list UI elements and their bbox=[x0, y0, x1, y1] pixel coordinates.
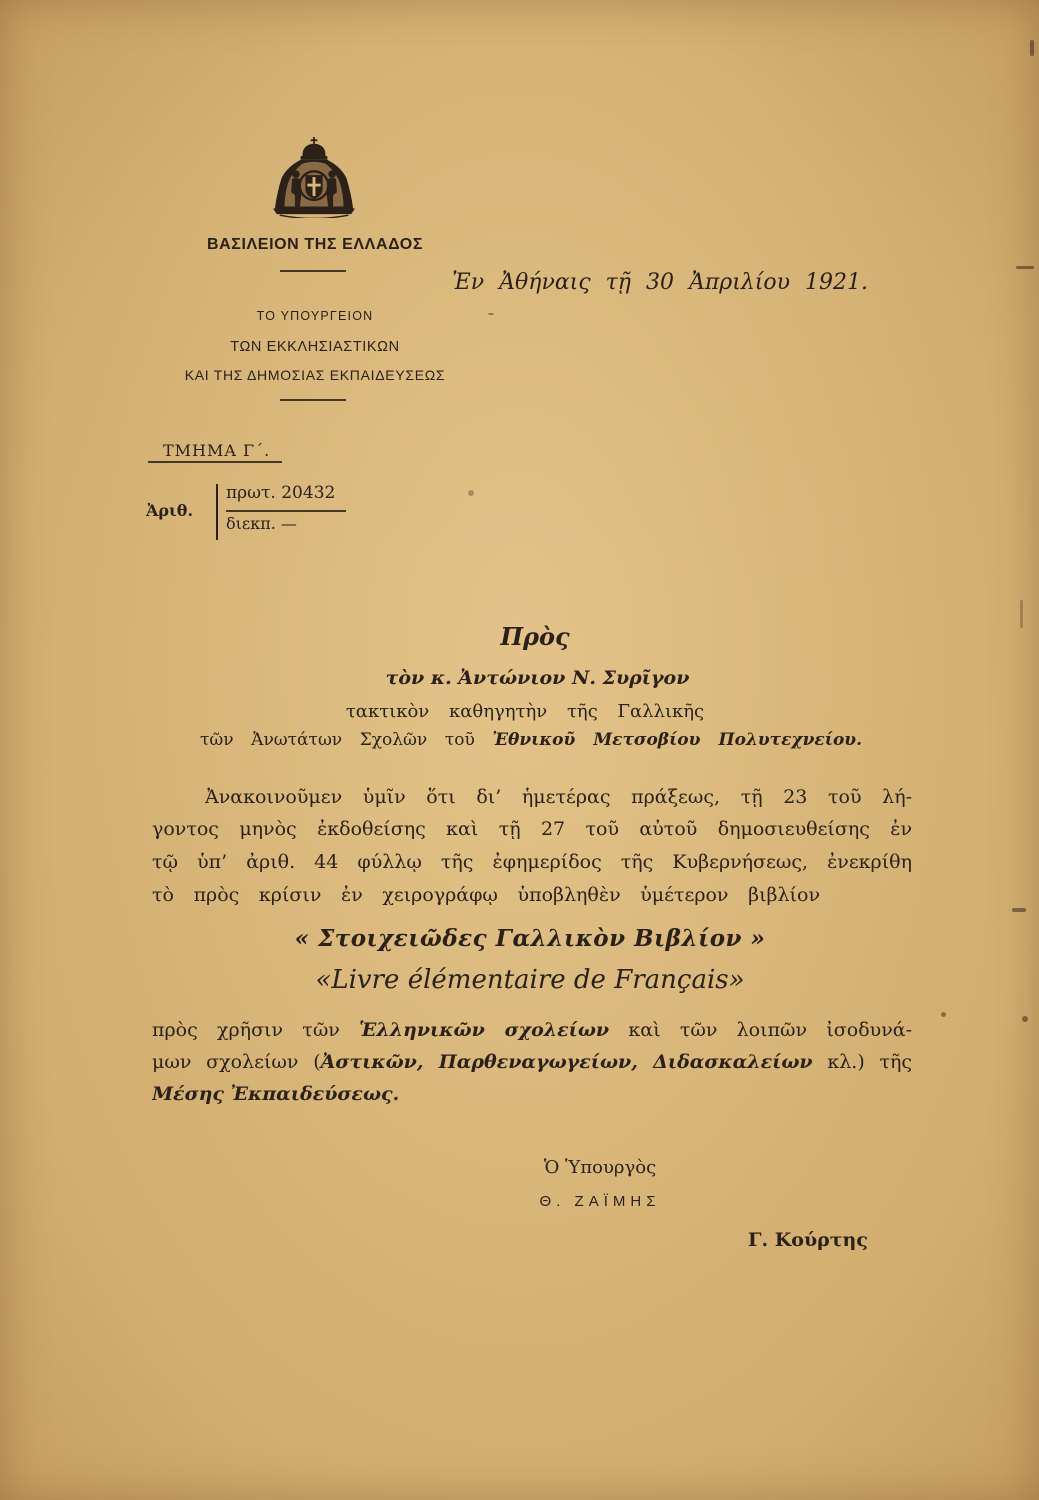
paper-speck bbox=[1020, 600, 1023, 628]
section-label: ΤΜΗΜΑ Γ΄. bbox=[163, 441, 271, 460]
paper-speck bbox=[1030, 40, 1034, 56]
body-line bbox=[152, 1015, 912, 1045]
institution-prefix: τῶν Ἀνωτάτων Σχολῶν τοῦ bbox=[200, 730, 475, 750]
header-rule bbox=[280, 270, 346, 272]
body-line bbox=[152, 1079, 552, 1109]
section-underline bbox=[148, 461, 282, 463]
body-text: κλ.) τῆς bbox=[812, 1051, 912, 1073]
book-title-greek: « Στοιχειῶδες Γαλλικὸν Βιβλίον » bbox=[294, 925, 766, 952]
coat-of-arms-icon bbox=[266, 136, 362, 218]
paper-speck bbox=[468, 490, 474, 496]
body-line: γοντος μηνὸς ἐκδοθείσης καὶ τῇ 27 τοῦ αὐτοῦ δημοσιευθείσης ἐν bbox=[152, 818, 912, 840]
paper-speck bbox=[1012, 908, 1026, 912]
dispatch-number: διεκπ. — bbox=[226, 514, 297, 533]
institution-name: Ἐθνικοῦ Μετσοβίου Πολυτεχνείου. bbox=[492, 730, 862, 750]
recipient-position: τακτικὸν καθηγητὴν τῆς Γαλλικῆς bbox=[345, 701, 705, 722]
signatory-title: Ὁ Ὑπουργὸς bbox=[543, 1157, 657, 1178]
body-emphasis: Μέσης Ἐκπαιδεύσεως. bbox=[152, 1083, 400, 1105]
body-line: τὸ πρὸς κρίσιν ἐν χειρογράφῳ ὑποβληθὲν ὑμέτερον βιβλίον bbox=[152, 884, 820, 906]
recipient-name: τὸν κ. Ἀντώνιον Ν. Συρῖγον bbox=[385, 667, 690, 689]
recipient-institution bbox=[200, 726, 862, 754]
paper-speck bbox=[488, 313, 494, 315]
body-emphasis: Ἑλληνικῶν σχολείων bbox=[359, 1019, 610, 1041]
body-emphasis: Ἀστικῶν, Παρθεναγωγείων, Διδασκαλείων bbox=[320, 1051, 813, 1073]
body-line: Ἀνακοινοῦμεν ὑμῖν ὅτι δι’ ἡμετέρας πράξεως, τῇ 23 τοῦ λή- bbox=[205, 786, 912, 808]
kingdom-heading: ΒΑΣΙΛΕΙΟΝ ΤΗΣ ΕΛΛΑΔΟΣ bbox=[206, 236, 424, 253]
paper-speck bbox=[941, 1012, 946, 1017]
body-text: πρὸς χρῆσιν τῶν bbox=[152, 1019, 360, 1041]
body-line: τῷ ὑπ’ ἀριθ. 44 φύλλῳ τῆς ἐφημερίδος τῆς Κυβερνήσεως, ἐνεκρίθη bbox=[152, 851, 912, 873]
salutation: Πρὸς bbox=[500, 622, 570, 651]
letter-date: Ἐν Ἀθήναις τῇ 30 Ἀπριλίου 1921. bbox=[452, 270, 869, 295]
body-text: μων σχολείων ( bbox=[152, 1051, 321, 1073]
body-line bbox=[152, 1047, 912, 1077]
protocol-number: πρωτ. 20432 bbox=[226, 483, 336, 503]
ministry-line: ΤΟ ΥΠΟΥΡΓΕΙΟΝ bbox=[256, 309, 374, 323]
body-text: καὶ τῶν λοιπῶν ἰσοδυνά- bbox=[609, 1019, 912, 1041]
ministry-line: ΚΑΙ ΤΗΣ ΔΗΜΟΣΙΑΣ ΕΚΠΑΙΔΕΥΣΕΩΣ bbox=[184, 367, 446, 383]
paper-speck bbox=[1022, 1016, 1028, 1022]
countersignature: Γ. Κούρτης bbox=[748, 1229, 868, 1251]
minister-name: Θ. ΖΑΪΜΗΣ bbox=[539, 1193, 661, 1210]
header-rule bbox=[280, 399, 346, 401]
reference-bracket bbox=[216, 484, 224, 540]
paper-speck bbox=[1016, 266, 1034, 269]
ministry-line: ΤΩΝ ΕΚΚΛΗΣΙΑΣΤΙΚΩΝ bbox=[230, 339, 400, 355]
book-title-french: «Livre élémentaire de Français» bbox=[315, 965, 745, 995]
reference-number-label: Ἀριθ. bbox=[146, 501, 194, 520]
